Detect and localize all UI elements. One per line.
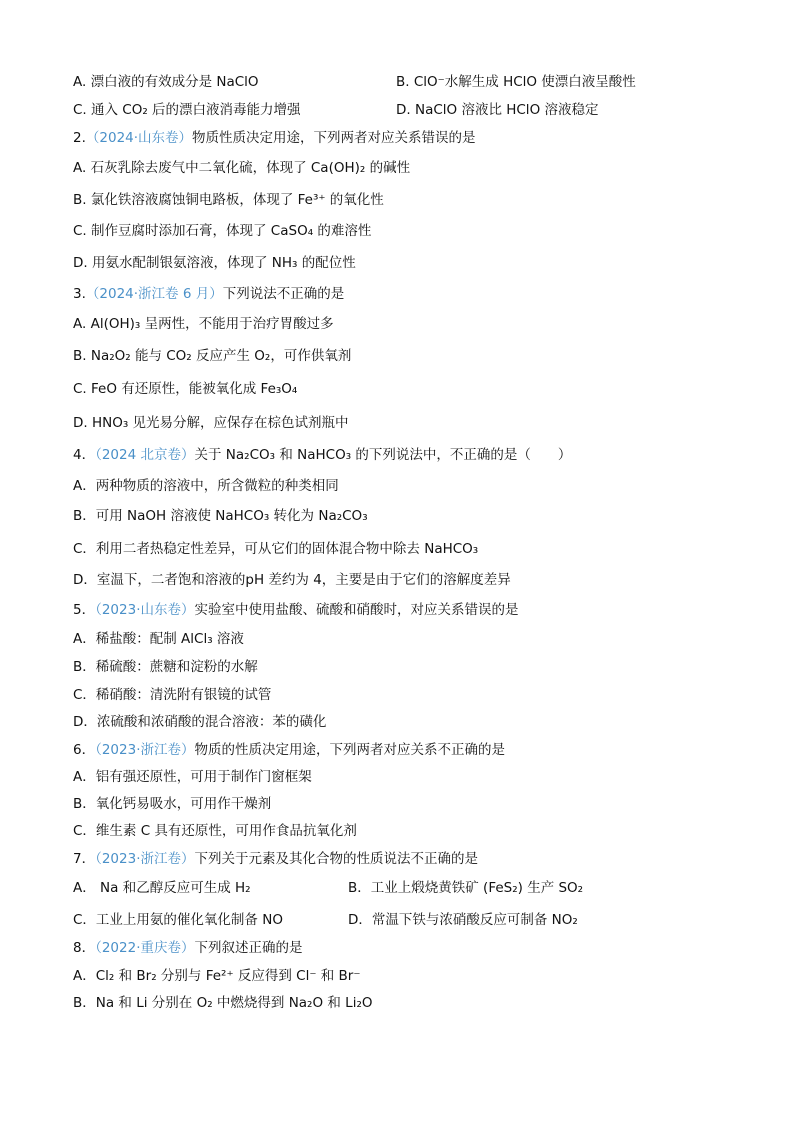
- q6-number: 6．: [73, 742, 96, 758]
- q4-number: 4．: [73, 447, 96, 463]
- q6-option-b: B．氧化钙易吸水，可用作干燥剂: [73, 796, 272, 812]
- q1-option-a: A. 漂白液的有效成分是 NaClO: [73, 74, 259, 90]
- q2-stem: [73, 128, 476, 148]
- q5-option-d: D．浓硫酸和浓硝酸的混合溶液：苯的磺化: [73, 714, 327, 730]
- q2-option-c: C. 制作豆腐时添加石膏，体现了 CaSO₄ 的难溶性: [73, 223, 372, 239]
- q3-source: （2024·浙江卷 6 月）: [85, 286, 223, 302]
- q8-stem: [73, 938, 303, 958]
- q6-source: （2023·浙江卷）: [95, 742, 195, 758]
- q2-option-d: D. 用氨水配制银氨溶液，体现了 NH₃ 的配位性: [73, 255, 356, 271]
- q5-stem: [73, 600, 519, 620]
- q3-number: 3.: [73, 286, 86, 302]
- q8-number: 8．: [73, 940, 96, 956]
- q7-stem-text: 下列关于元素及其化合物的性质说法不正确的是: [194, 851, 478, 867]
- q8-option-a: A．Cl₂ 和 Br₂ 分别与 Fe²⁺ 反应得到 Cl⁻ 和 Br⁻: [73, 968, 361, 984]
- q3-option-a: A. Al(OH)₃ 呈两性，不能用于治疗胃酸过多: [73, 316, 334, 332]
- q7-number: 7．: [73, 851, 96, 867]
- q6-stem: [73, 740, 505, 760]
- q6-stem-text: 物质的性质决定用途，下列两者对应关系不正确的是: [194, 742, 505, 758]
- q4-option-c: C．利用二者热稳定性差异，可从它们的固体混合物中除去 NaHCO₃: [73, 541, 479, 557]
- q1-option-c: C. 通入 CO₂ 后的漂白液消毒能力增强: [73, 102, 301, 118]
- q7-stem: [73, 849, 478, 869]
- q2-number: 2.: [73, 130, 86, 146]
- q5-number: 5．: [73, 602, 96, 618]
- q5-source: （2023·山东卷）: [95, 602, 195, 618]
- q3-stem-text: 下列说法不正确的是: [222, 286, 345, 302]
- q2-source: （2024·山东卷）: [85, 130, 193, 146]
- q3-option-c: C. FeO 有还原性，能被氧化成 Fe₃O₄: [73, 381, 298, 397]
- q8-source: （2022·重庆卷）: [95, 940, 195, 956]
- q3-stem: [73, 284, 344, 304]
- q5-option-b: B．稀硫酸：蔗糖和淀粉的水解: [73, 659, 258, 675]
- q7-source: （2023·浙江卷）: [95, 851, 195, 867]
- q7-option-a: A． Na 和乙醇反应可生成 H₂: [73, 880, 251, 896]
- q4-option-a: A．两种物质的溶液中，所含微粒的种类相同: [73, 478, 339, 494]
- q4-stem: [73, 445, 571, 465]
- q7-option-b: B．工业上煅烧黄铁矿 (FeS₂) 生产 SO₂: [348, 880, 584, 896]
- q1-option-b: B. ClO⁻水解生成 HClO 使漂白液呈酸性: [396, 74, 636, 90]
- q5-stem-text: 实验室中使用盐酸、硫酸和硝酸时，对应关系错误的是: [194, 602, 519, 618]
- q8-option-b: B．Na 和 Li 分别在 O₂ 中燃烧得到 Na₂O 和 Li₂O: [73, 995, 373, 1011]
- q6-option-c: C．维生素 C 具有还原性，可用作食品抗氧化剂: [73, 823, 357, 839]
- q7-option-d: D．常温下铁与浓硝酸反应可制备 NO₂: [348, 912, 578, 928]
- q5-option-c: C．稀硝酸：清洗附有银镜的试管: [73, 687, 272, 703]
- q2-option-a: A. 石灰乳除去废气中二氧化硫，体现了 Ca(OH)₂ 的碱性: [73, 160, 411, 176]
- q3-option-b: B. Na₂O₂ 能与 CO₂ 反应产生 O₂，可作供氧剂: [73, 348, 352, 364]
- q6-option-a: A．铝有强还原性，可用于制作门窗框架: [73, 769, 312, 785]
- q4-stem-text: 关于 Na₂CO₃ 和 NaHCO₃ 的下列说法中，不正确的是（ ）: [194, 447, 572, 463]
- q4-option-b: B．可用 NaOH 溶液使 NaHCO₃ 转化为 Na₂CO₃: [73, 508, 368, 524]
- q5-option-a: A．稀盐酸：配制 AlCl₃ 溶液: [73, 631, 244, 647]
- q4-option-d: D．室温下，二者饱和溶液的pH 差约为 4，主要是由于它们的溶解度差异: [73, 572, 511, 588]
- q2-stem-text: 物质性质决定用途，下列两者对应关系错误的是: [192, 130, 476, 146]
- q1-option-d: D. NaClO 溶液比 HClO 溶液稳定: [396, 102, 599, 118]
- q7-option-c: C．工业上用氨的催化氧化制备 NO: [73, 912, 283, 928]
- q8-stem-text: 下列叙述正确的是: [194, 940, 303, 956]
- q4-source: （2024 北京卷）: [95, 447, 195, 463]
- q3-option-d: D. HNO₃ 见光易分解，应保存在棕色试剂瓶中: [73, 415, 349, 431]
- q2-option-b: B. 氯化铁溶液腐蚀铜电路板，体现了 Fe³⁺ 的氧化性: [73, 192, 384, 208]
